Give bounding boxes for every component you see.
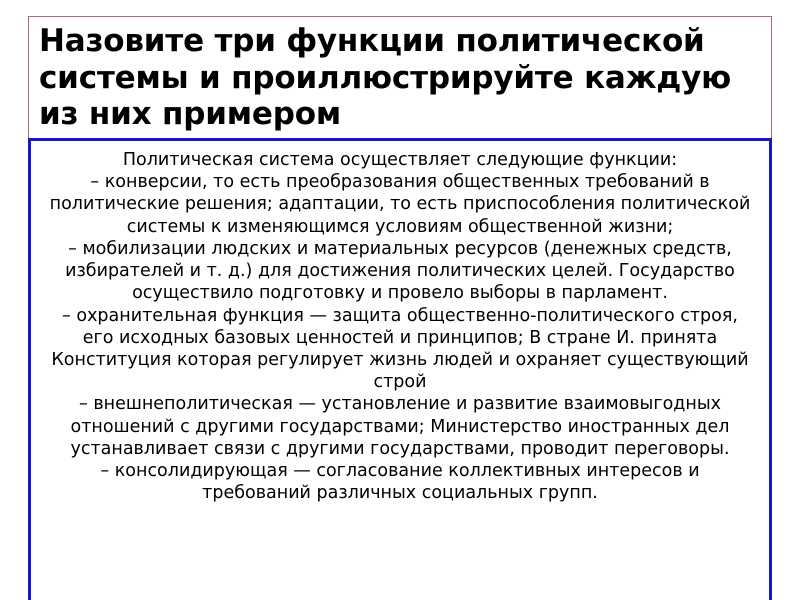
page-title: Назовите три функции политической системы и проиллюстрируйте каждую из них примером [39,23,732,133]
title-placeholder [28,16,772,140]
paragraph-intro: Политическая система осуществляет следующие функции: [122,150,678,170]
content-body [31,141,769,505]
paragraph-conversion: – конверсии, то есть преобразования общественных требований в политические решения; адаптации, то есть приспособления политической системы к изменяющимся условиям общественной жизни; [49,172,751,237]
content-placeholder [28,138,772,600]
paragraph-protective: – охранительная функция — защита общественно-политического строя, его исходных базовых ценностей и принципов; В стране И. принята Конституция которая регулирует жизнь людей и охраняет существующий строй [51,305,749,393]
paragraph-mobilization: – мобилизации людских и материальных ресурсов (денежных средств, избирателей и т. д.) для достижения политических целей. Государство осуществило подготовку и провело выборы в парламент. [65,238,735,304]
paragraph-consolidating: – консолидирующая — согласование коллективных интересов и требований различных социальных групп. [100,461,700,504]
paragraph-foreign-policy: – внешнеполитическая — установление и развитие взаимовыгодных отношений с другими государствами; Министерство иностранных дел устанавливает связи с другими государствами, проводит переговоры. [70,394,730,459]
